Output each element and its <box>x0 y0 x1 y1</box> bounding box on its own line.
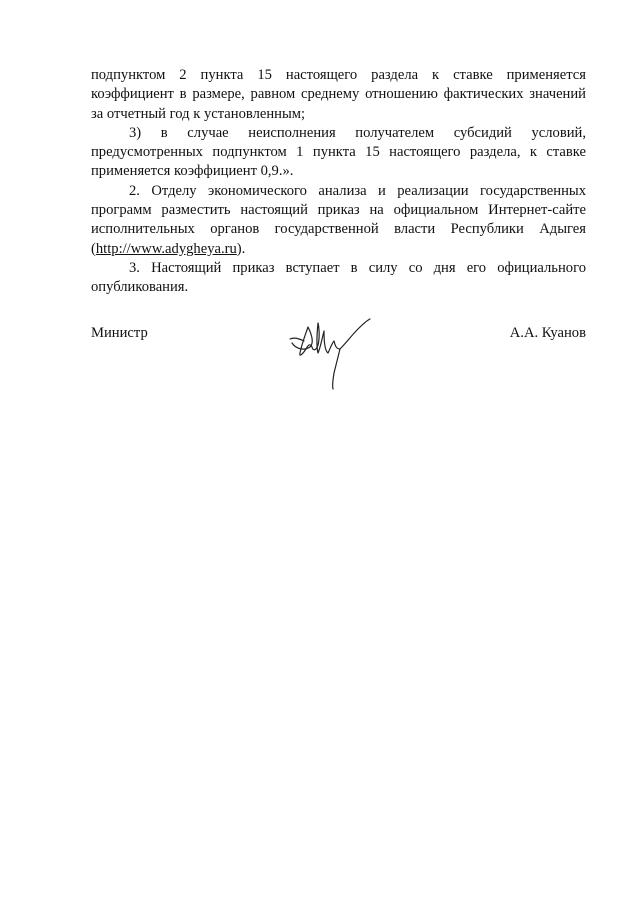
website-link[interactable]: http://www.adygheya.ru <box>95 240 237 257</box>
signature-block <box>91 325 586 405</box>
document-body <box>91 66 586 298</box>
handwritten-signature <box>286 313 381 393</box>
paragraph-2-text: 2. Отделу экономического анализа и реализации государственных программ разместить настоящий приказ на официальном Интернет-сайте исполнительных органов государственной власти Республики Адыгея ( <box>91 182 586 257</box>
signer-title: Министр <box>91 325 148 341</box>
paragraph-continuation: подпунктом 2 пункта 15 настоящего раздела к ставке применяется коэффициент в размере, равном среднему отношению фактических значений за отчетный год к установленным; <box>91 67 586 122</box>
paragraph-3: 3. Настоящий приказ вступает в силу со дня его официального опубликования. <box>91 259 586 296</box>
paragraph-2 <box>91 182 586 259</box>
paragraph-item-3: 3) в случае неисполнения получателем субсидий условий, предусмотренных подпунктом 1 пункта 15 настоящего раздела, к ставке применяется коэффициент 0,9.». <box>91 124 586 180</box>
signer-name: А.А. Куанов <box>509 325 586 341</box>
paragraph-2-end: ). <box>236 240 246 257</box>
